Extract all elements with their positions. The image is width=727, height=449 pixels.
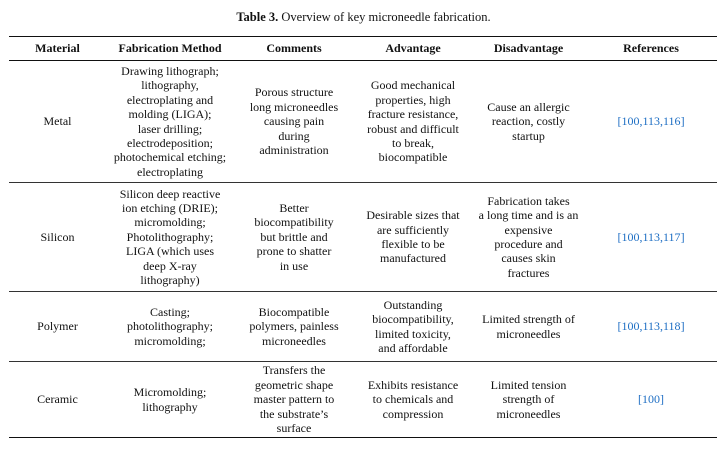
fabrication-method-cell [106,183,234,292]
comments-cell-line: during [278,128,310,143]
table-row [9,292,717,362]
fabrication-method-cell-line: lithography) [140,273,200,288]
references-cell: [100,113,116] [617,114,685,129]
disadvantage-cell-line: Limited tension [490,377,567,392]
comments-cell-line: causing pain [263,114,325,129]
reference-link[interactable]: 100 [621,229,640,244]
disadvantage-cell [472,362,585,438]
disadvantage-cell-line: a long time and is an [478,208,579,223]
table-row [9,61,717,183]
disadvantage-cell-line: causes skin [501,251,556,266]
comments-cell-line: master pattern to [253,392,335,407]
comments-cell [234,183,354,292]
fabrication-method-cell-line: electroplating [137,164,203,179]
fabrication-method-cell [106,292,234,362]
comments-cell [234,61,354,183]
disadvantage-cell-line: fractures [507,265,550,280]
comments-cell-line: surface [276,421,312,436]
reference-bracket: [ [638,392,642,407]
advantage-cell-line: Desirable sizes that [366,208,460,223]
material-cell: Polymer [37,319,78,334]
fabrication-method-cell-line: micromolding; [134,333,206,348]
comments-cell-line: biocompatibility [254,215,334,230]
disadvantage-cell-line: microneedles [496,326,561,341]
advantage-cell [354,61,472,183]
disadvantage-cell [472,183,585,292]
disadvantage-cell-line: Fabrication takes [487,193,570,208]
reference-bracket: [ [617,114,622,129]
disadvantage-cell-line: expensive [504,222,553,237]
material-cell: Metal [43,114,72,129]
comments-cell-line: Better [279,200,309,215]
comments-cell-line: geometric shape [254,377,334,392]
references-cell [585,362,717,438]
fabrication-method-cell-line: micromolding; [134,215,206,230]
advantage-cell-line: biocompatibility, [372,312,454,327]
reference-link[interactable]: 113 [642,114,660,129]
advantage-cell-line: to chemicals and [372,392,454,407]
disadvantage-cell-line: microneedles [496,406,561,421]
advantage-cell-line: robust and difficult [367,121,459,136]
advantage-cell-line: compression [382,406,444,421]
disadvantage-cell [472,61,585,183]
references-cell: [100,113,118] [617,319,685,334]
comments-cell-line: microneedles [262,333,326,348]
fabrication-table [9,36,717,438]
comments-cell-line: but brittle and [260,229,328,244]
disadvantage-cell [472,292,585,362]
reference-link[interactable]: 113 [642,319,660,334]
reference-link[interactable]: 100 [621,319,640,334]
reference-link[interactable]: 100 [642,392,660,407]
advantage-cell-line: Good mechanical [370,78,456,93]
fabrication-method-cell-line: laser drilling; [137,121,203,136]
fabrication-method-cell-line: photochemical etching; [113,150,227,165]
reference-link[interactable]: 118 [663,319,681,334]
advantage-cell-line: manufactured [380,251,446,266]
comments-cell [234,292,354,362]
table-caption-text: Overview of key microneedle fabrication. [278,10,491,24]
disadvantage-cell-line: Limited strength of [482,312,575,327]
comments-cell-line: polymers, painless [249,319,339,334]
table-header-row [9,37,717,61]
fabrication-method-cell-line: deep X-ray [143,258,197,273]
reference-link[interactable]: 117 [663,229,681,244]
advantage-cell [354,362,472,438]
disadvantage-cell-line: reaction, costly [491,114,566,129]
comments-cell-line: Biocompatible [258,304,330,319]
reference-link[interactable]: 113 [642,229,660,244]
comments-cell-line: Transfers the [262,363,326,378]
comments-cell-line: administration [259,143,329,158]
disadvantage-cell-line: strength of [502,392,555,407]
comments-cell-line: in use [279,258,309,273]
fabrication-method-cell-line: photolithography; [127,319,213,334]
advantage-cell-line: flexible to be [381,237,445,251]
comments-cell-line: Porous structure [254,85,334,100]
table-row [9,183,717,292]
comments-cell-line: the substrate’s [259,406,329,421]
advantage-cell [354,183,472,292]
reference-bracket: ] [660,392,664,407]
reference-link[interactable]: 116 [663,114,681,129]
disadvantage-cell-line: procedure and [494,237,563,251]
fabrication-method-cell-line: lithography, [141,78,199,93]
advantage-cell-line: are sufficiently [376,222,450,237]
advantage-cell-line: Outstanding [383,297,443,312]
header-disadvantage: Disadvantage [493,41,564,56]
advantage-cell [354,292,472,362]
advantage-cell-line: limited toxicity, [375,326,451,341]
reference-bracket: ] [680,319,685,334]
header-references: References [623,41,679,56]
advantage-cell-line: to break, [392,135,434,150]
fabrication-method-cell-line: electroplating and [126,92,214,107]
disadvantage-cell-line: Cause an allergic [487,99,570,114]
header-comments: Comments [266,41,322,56]
advantage-cell-line: biocompatible [378,150,448,165]
reference-bracket: [ [617,319,622,334]
header-material: Material [35,41,80,56]
material-cell: Silicon [40,229,75,244]
fabrication-method-cell-line: ion etching (DRIE); [122,200,218,215]
material-cell: Ceramic [37,392,78,407]
advantage-cell-line: fracture resistance, [367,107,459,122]
fabrication-method-cell-line: lithography [142,399,198,414]
fabrication-method-cell [106,362,234,438]
reference-bracket: [ [617,229,622,244]
advantage-cell-line: properties, high [375,92,451,107]
disadvantage-cell-line: startup [512,128,545,143]
advantage-cell-line: and affordable [378,340,448,355]
fabrication-method-cell-line: Silicon deep reactive [119,186,221,201]
reference-link[interactable]: 100 [621,114,640,129]
fabrication-method-cell-line: molding (LIGA); [128,107,212,122]
fabrication-method-cell-line: Drawing lithograph; [121,63,219,78]
fabrication-method-cell-line: Micromolding; [133,385,207,400]
fabrication-method-cell-line: electrodeposition; [127,135,213,150]
comments-cell-line: long microneedles [249,99,339,114]
references-cell: [100,113,117] [617,229,685,244]
table-caption [0,9,727,25]
fabrication-method-cell [106,61,234,183]
advantage-cell-line: Exhibits resistance [367,377,459,392]
fabrication-method-cell-line: Photolithography; [126,229,214,244]
reference-bracket: ] [680,229,685,244]
table-row [9,362,717,438]
comments-cell [234,362,354,438]
header-advantage: Advantage [385,41,441,56]
fabrication-method-cell-line: LIGA (which uses [126,244,214,259]
header-fabrication-method: Fabrication Method [118,41,222,56]
comments-cell-line: prone to shatter [256,244,332,259]
reference-bracket: ] [680,114,685,129]
table-caption-label: Table 3. [236,10,279,24]
fabrication-method-cell-line: Casting; [149,304,190,319]
